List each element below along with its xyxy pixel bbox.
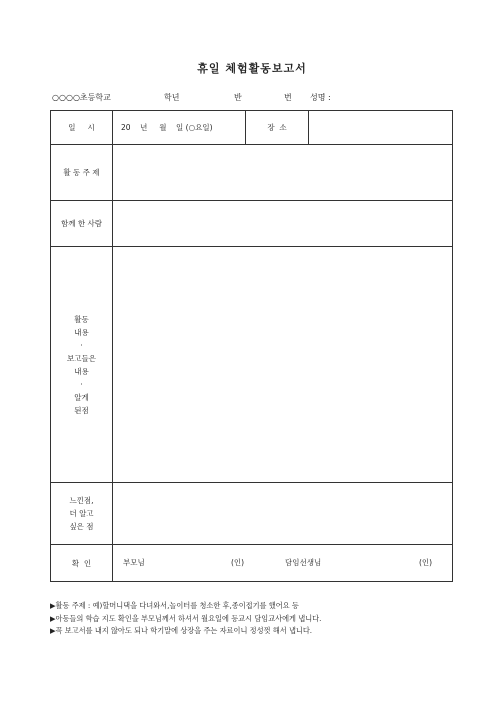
companion-field[interactable]: [113, 201, 453, 247]
name-label: 성명 :: [310, 93, 331, 102]
impression-field[interactable]: [113, 483, 453, 545]
confirm-field[interactable]: [113, 545, 453, 582]
topic-row: [51, 145, 453, 201]
notes-section: [50, 600, 470, 638]
student-info-line: [52, 92, 452, 104]
impression-row: [51, 483, 453, 545]
content-row: [51, 247, 453, 483]
note-item: ▶아동들의 학습 지도 확인을 부모님께서 하셔서 월요일에 등교시 담임교사에게 냅니다.: [50, 613, 322, 623]
place-label: 장 소: [246, 111, 309, 145]
topic-label: 활 동 주 제: [51, 145, 113, 201]
confirm-row: [51, 545, 453, 582]
teacher-seal: (인): [419, 558, 433, 567]
school-name: ○○○○초등학교: [52, 93, 111, 102]
content-label: 활동 내용 · 보고들은 내용 · 알게 된점: [51, 247, 113, 483]
companion-row: [51, 201, 453, 247]
parent-label: 부모님: [123, 558, 145, 567]
teacher-label: 담임선생님: [285, 558, 322, 567]
note-item: ▶꼭 보고서를 내지 않아도 되나 학기말에 상장을 주는 자료이니 정성껏 해서 냅니다.: [50, 626, 313, 635]
grade-label: 학년: [164, 93, 180, 102]
topic-field[interactable]: [113, 145, 453, 201]
class-label: 반: [234, 93, 242, 102]
page-title: 휴일 체험활동보고서: [197, 62, 307, 75]
companion-label: 함께 한 사람: [51, 201, 113, 247]
date-value[interactable]: 20 년 월 일 (○요일): [113, 111, 246, 145]
place-field[interactable]: [309, 111, 453, 145]
report-form-table: [50, 110, 453, 582]
content-field[interactable]: [113, 247, 453, 483]
date-place-row: [51, 111, 453, 145]
number-label: 번: [284, 93, 292, 102]
confirm-label: 확 인: [51, 545, 113, 582]
date-label: 일 시: [51, 111, 113, 145]
impression-label: 느낀점, 더 알고 싶은 점: [51, 483, 113, 545]
note-item: ▶활동 주제 : 예)할머니댁을 다녀와서,놀이터를 청소한 후,종이접기를 했어요 등: [50, 601, 299, 610]
parent-seal: (인): [231, 558, 245, 567]
